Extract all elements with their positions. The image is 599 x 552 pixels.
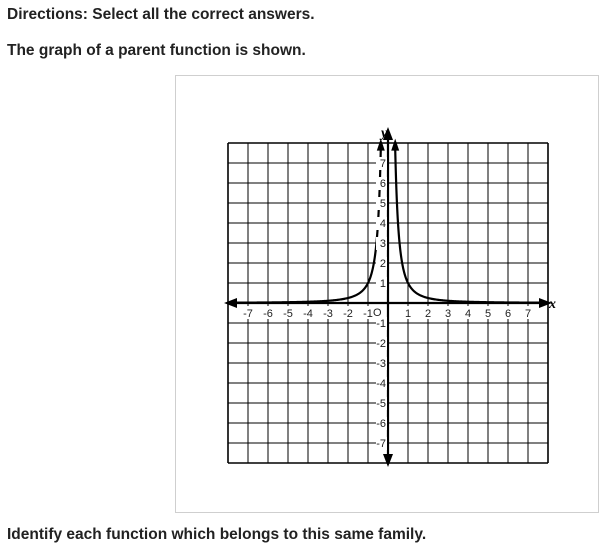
graph-frame xyxy=(175,75,599,513)
x-tick-label: 2 xyxy=(424,308,432,320)
x-tick-label: 6 xyxy=(504,308,512,320)
x-axis-label: x xyxy=(549,297,556,312)
y-tick-label: 4 xyxy=(379,218,386,230)
y-tick-label: 2 xyxy=(379,258,386,270)
origin-label: O xyxy=(373,307,382,319)
x-tick-label: -3 xyxy=(323,308,333,320)
y-tick-label: -3 xyxy=(376,358,386,370)
y-tick-label: -2 xyxy=(376,338,386,350)
x-tick-label: -6 xyxy=(263,308,273,320)
x-tick-label: -5 xyxy=(283,308,293,320)
x-tick-label: 4 xyxy=(464,308,472,320)
x-tick-label: 7 xyxy=(524,308,532,320)
y-tick-label: 7 xyxy=(379,158,386,170)
x-tick-label: -2 xyxy=(343,308,353,320)
y-tick-label: -1 xyxy=(376,318,386,330)
y-tick-label: -7 xyxy=(376,438,386,450)
x-tick-label: 5 xyxy=(484,308,492,320)
y-tick-label: -6 xyxy=(376,418,386,430)
y-tick-label: 5 xyxy=(379,198,386,210)
y-tick-label: -5 xyxy=(376,398,386,410)
y-tick-label: 6 xyxy=(379,178,386,190)
y-tick-label: 3 xyxy=(379,238,386,250)
directions-text: Directions: Select all the correct answers. xyxy=(7,6,315,23)
y-tick-label: -4 xyxy=(376,378,386,390)
intro-text: The graph of a parent function is shown. xyxy=(7,42,306,59)
x-tick-label: -1 xyxy=(363,308,373,320)
parent-function-graph xyxy=(176,76,599,514)
question-text: Identify each function which belongs to this same family. xyxy=(7,526,427,543)
y-tick-label: 1 xyxy=(379,278,386,290)
x-axis-left-arrow xyxy=(224,298,237,308)
y-axis-bottom-arrow xyxy=(383,454,393,467)
x-tick-label: 3 xyxy=(444,308,452,320)
curve-right-arrow xyxy=(391,139,399,151)
x-tick-label: -7 xyxy=(243,308,253,320)
y-axis-label: y xyxy=(381,126,388,141)
x-tick-label: -4 xyxy=(303,308,313,320)
x-tick-label: 1 xyxy=(404,308,412,320)
